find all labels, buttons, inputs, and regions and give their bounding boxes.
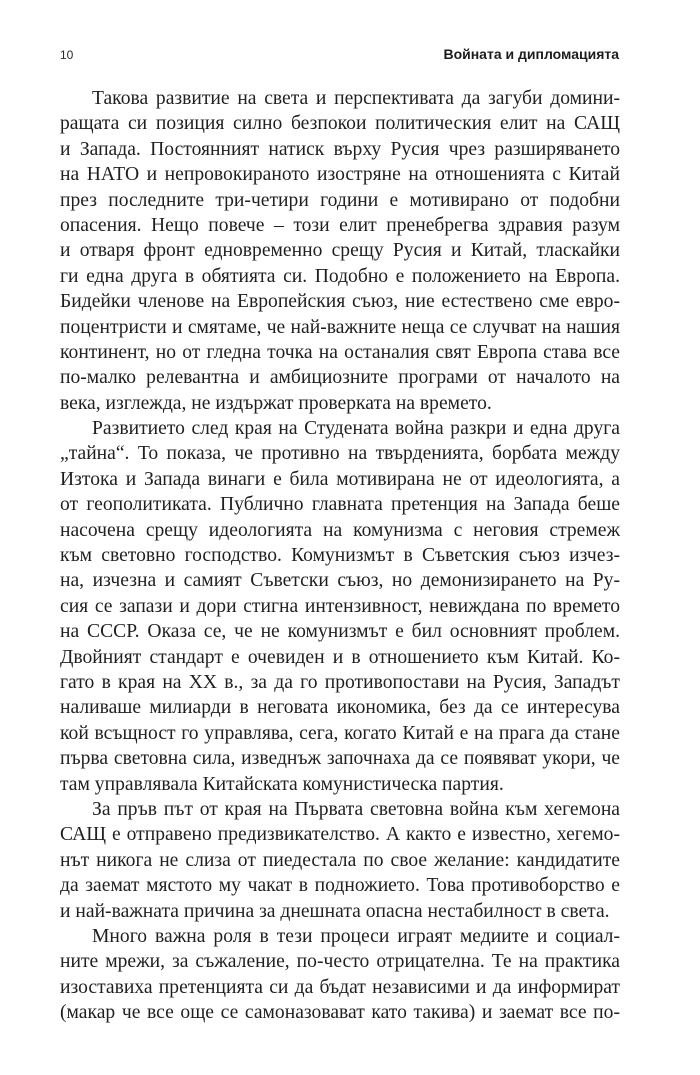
text-line: и Запада. Постоянният натиск върху Русия чрез разширяването (60, 138, 620, 160)
text-line: За пръв път от края на Първата световна война към хегемона (92, 798, 620, 820)
body-text (60, 86, 620, 1025)
text-line: нът никога не слиза от пиедестала по свое желание: кандидатите (60, 849, 620, 871)
paragraph (60, 416, 620, 797)
text-line: века, изглежда, не издържат проверката на времето. (60, 392, 492, 414)
paragraph (60, 924, 620, 1026)
text-line: наливаше милиарди в неговата икономика, без да се интересува (60, 697, 620, 719)
text-line: Развитието след края на Студената война разкри и една друга (92, 418, 620, 440)
text-line: Такова развитие на света и перспективата да загуби домини- (92, 88, 620, 109)
text-line: „тайна“. То показа, че противно на твърденията, борбата между (60, 443, 620, 465)
text-line: поцентристи и смятаме, че най-важните неща се случват на нашия (60, 316, 620, 338)
text-line: на СССР. Оказа се, че не комунизмът е бил основният проблем. (60, 621, 620, 643)
text-line: САЩ е отправено предизвикателство. А както е известно, хегемо- (60, 824, 620, 846)
text-line: ращата си позиция силно безпокои политическия елит на САЩ (60, 113, 620, 135)
text-line: Изтока и Запада винаги е била мотивирана не от идеологията, а (60, 468, 620, 490)
text-line: Двойният стандарт е очевиден и в отношението към Китай. Ко- (60, 646, 620, 668)
text-line: ните мрежи, за съжаление, по-често отрицателна. Те на практика (60, 951, 620, 973)
text-line: и най-важната причина за днешната опасна нестабилност в света. (60, 900, 610, 922)
text-line: по-малко релевантна и амбициозните програми от началото на (60, 367, 620, 389)
text-line: сия се запази и дори стигна интензивност, невиждана по времето (60, 595, 620, 617)
text-line: гато в края на XX в., за да го противопостави на Русия, Западът (60, 671, 620, 693)
text-line: към световно господство. Комунизмът в Съветския съюз изчез- (60, 545, 620, 567)
text-line: от геополитиката. Публично главната претенция на Запада беше (60, 494, 620, 516)
text-line: Много важна роля в тези процеси играят медиите и социал- (92, 925, 620, 947)
paragraph (60, 797, 620, 924)
text-line: през последните три-четири години е мотивирано от подобни (60, 189, 620, 211)
page-number: 10 (60, 48, 74, 62)
text-line: първа световна сила, изведнъж започнаха да се появяват укори, че (60, 748, 620, 770)
text-line: опасения. Нещо повече – този елит пренебрегва здравия разум (60, 214, 620, 236)
text-line: на, изчезна и самият Съветски съюз, но демонизирането на Ру- (60, 570, 620, 592)
text-line: изоставиха претенцията си да бъдат независими и да информират (60, 976, 620, 998)
text-line: кой всъщност го управлява, сега, когато Китай е на прага да стане (60, 722, 620, 744)
text-line: континент, но от гледна точка на останалия свят Европа става все (60, 341, 620, 363)
running-title: Войната и дипломацията (443, 46, 619, 62)
text-line: Бидейки членове на Европейския съюз, ние естествено сме евро- (60, 291, 620, 313)
text-line: и отваря фронт едновременно срещу Русия и Китай, тласкайки (60, 240, 620, 262)
text-line: насочена срещу идеологията на комунизма с неговия стремеж (60, 519, 620, 541)
paragraph (60, 86, 620, 416)
text-line: ги една друга в обятията си. Подобно е положението на Европа. (60, 265, 620, 287)
text-line: на НАТО и непровокираното изостряне на отношенията с Китай (60, 164, 620, 186)
text-line: (макар че все още се самоназовават като такива) и заемат все по- (60, 1002, 620, 1024)
text-line: да заемат мястото му чакат в подножието. Това противоборство е (60, 875, 620, 897)
text-line: там управлявала Китайската комунистическа партия. (60, 773, 504, 795)
